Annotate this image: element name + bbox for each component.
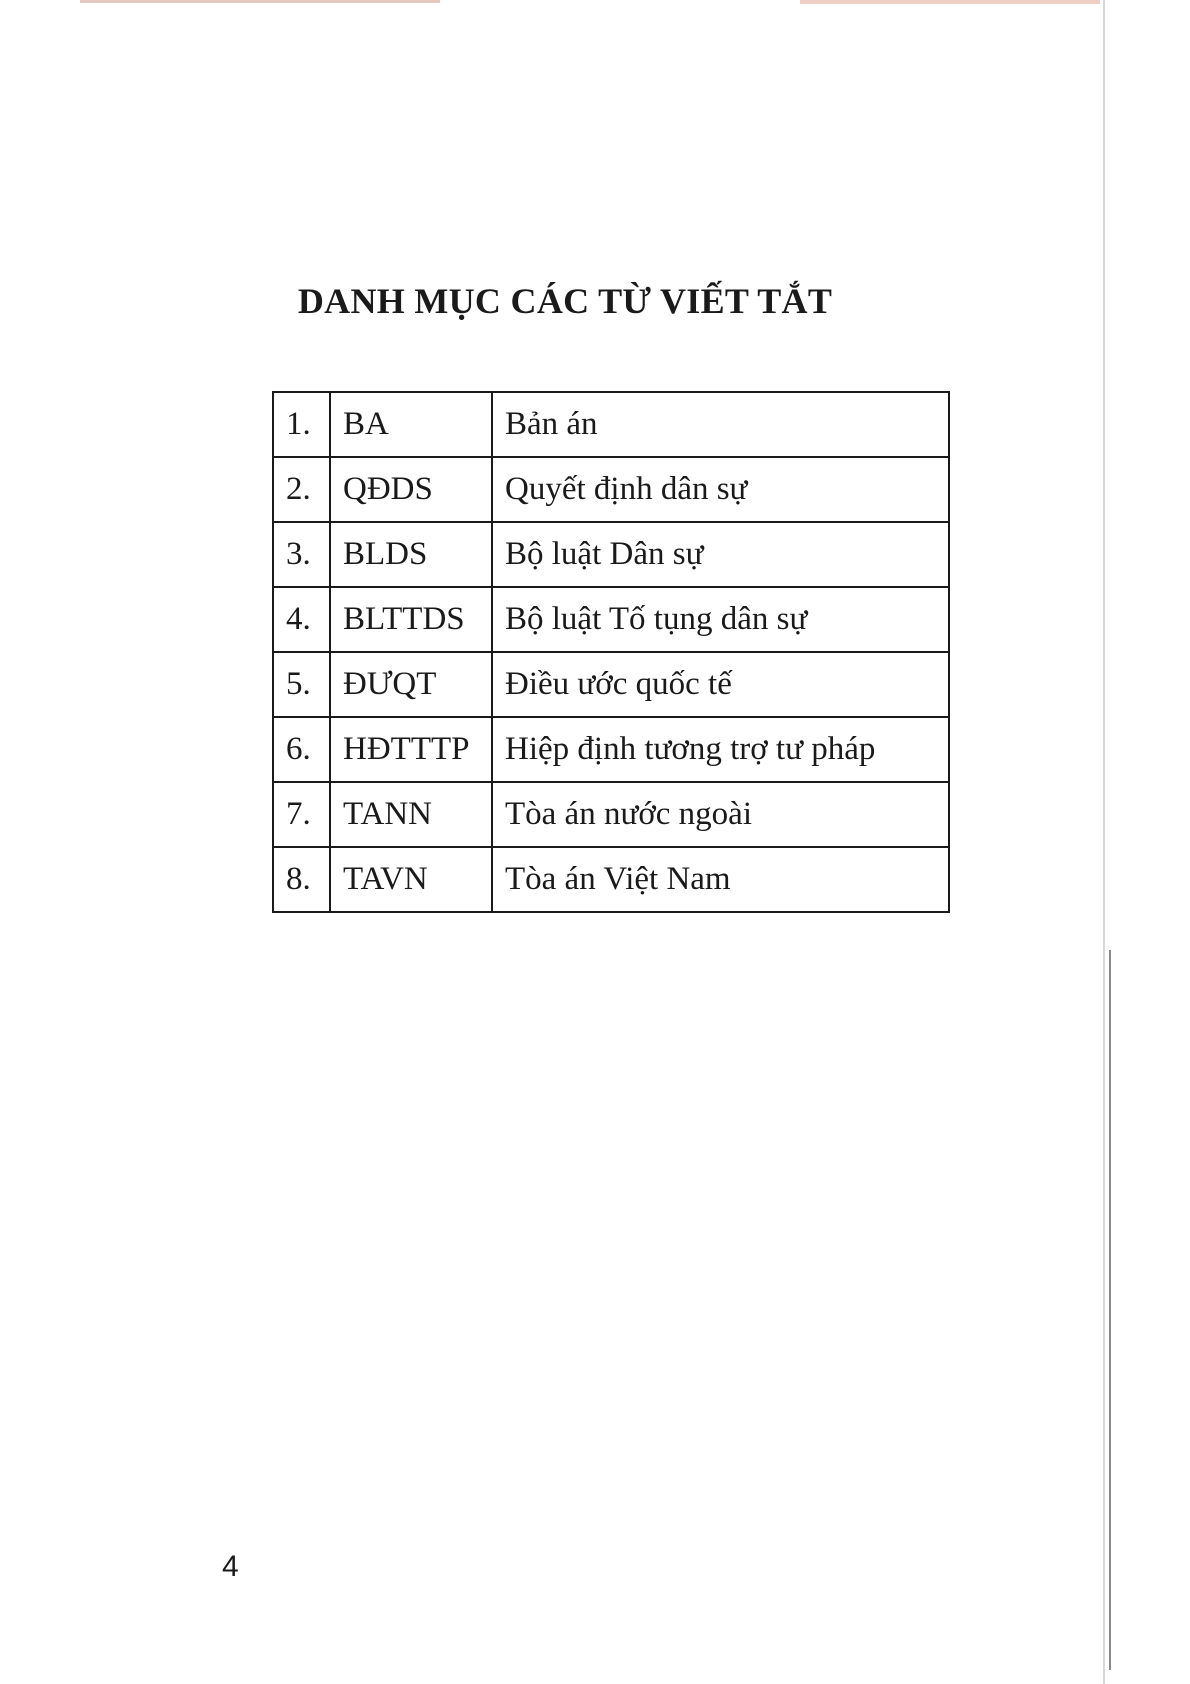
table-row: [273, 392, 949, 457]
row-number: 1.: [273, 392, 330, 457]
top-strip-left: [80, 0, 440, 3]
meaning: Tòa án nước ngoài: [492, 782, 949, 847]
meaning: Bản án: [492, 392, 949, 457]
abbreviation: TAVN: [330, 847, 492, 912]
table-row: [273, 782, 949, 847]
abbreviation: TANN: [330, 782, 492, 847]
table-row: [273, 457, 949, 522]
row-number: 7.: [273, 782, 330, 847]
scan-line: [1109, 950, 1111, 1670]
top-strip-right: [800, 0, 1100, 4]
table-row: [273, 587, 949, 652]
row-number: 6.: [273, 717, 330, 782]
meaning: Tòa án Việt Nam: [492, 847, 949, 912]
meaning: Điều ước quốc tế: [492, 652, 949, 717]
table-row: [273, 847, 949, 912]
row-number: 4.: [273, 587, 330, 652]
meaning: Bộ luật Dân sự: [492, 522, 949, 587]
row-number: 5.: [273, 652, 330, 717]
page-number: 4: [222, 1550, 239, 1583]
row-number: 2.: [273, 457, 330, 522]
abbreviation: QĐDS: [330, 457, 492, 522]
page-edge-right: [1103, 0, 1105, 1684]
abbreviation: BLDS: [330, 522, 492, 587]
abbreviation-table: [272, 391, 950, 913]
abbreviation: HĐTTTP: [330, 717, 492, 782]
abbreviation: BLTTDS: [330, 587, 492, 652]
table-row: [273, 652, 949, 717]
meaning: Hiệp định tương trợ tư pháp: [492, 717, 949, 782]
abbreviation: BA: [330, 392, 492, 457]
page-title-text: DANH MỤC CÁC TỪ VIẾT TẮT: [297, 281, 833, 321]
page-title: [0, 280, 1190, 322]
row-number: 8.: [273, 847, 330, 912]
row-number: 3.: [273, 522, 330, 587]
meaning: Quyết định dân sự: [492, 457, 949, 522]
meaning: Bộ luật Tố tụng dân sự: [492, 587, 949, 652]
table-row: [273, 522, 949, 587]
table-row: [273, 717, 949, 782]
abbreviation: ĐƯQT: [330, 652, 492, 717]
